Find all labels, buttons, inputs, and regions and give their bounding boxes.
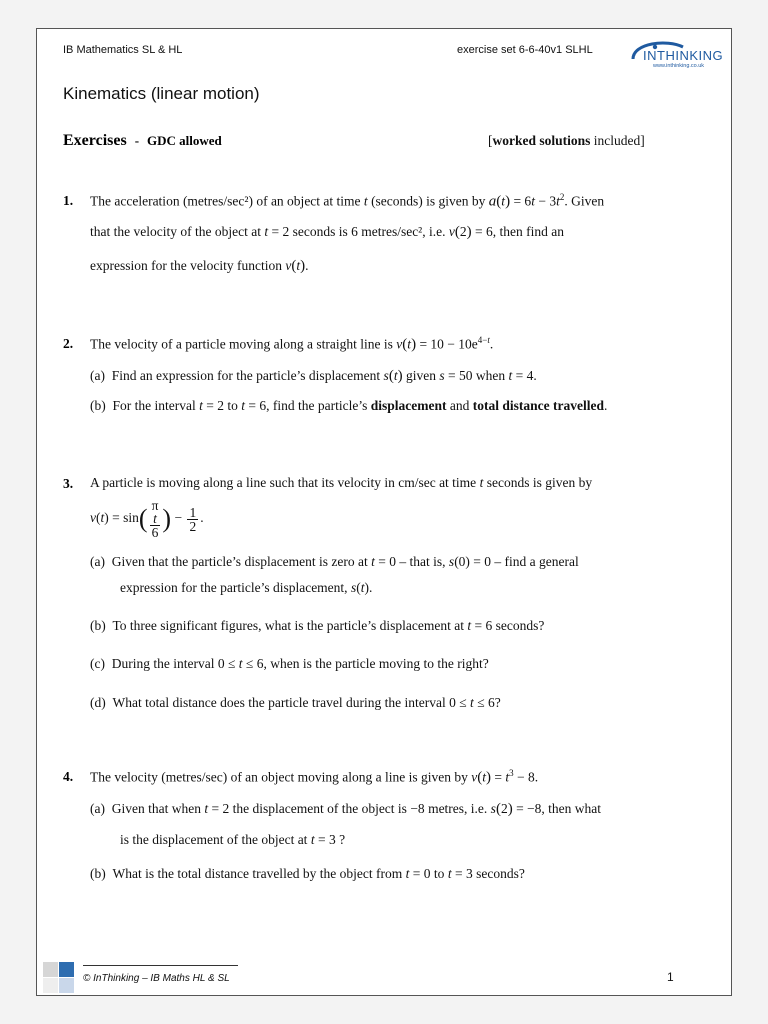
page-number: 1: [667, 970, 674, 984]
inthinking-logo: [627, 37, 727, 71]
exercise-set-id: exercise set 6-6-40v1 SLHL: [457, 44, 593, 56]
brand-name: INTHINKING: [643, 48, 724, 63]
q4-part-a-line2: is the displacement of the object at t = 3 ?: [120, 832, 346, 847]
brand-url: www.inthinking.co.uk: [653, 63, 705, 69]
worked-solutions-note: [worked solutions included]: [488, 133, 645, 148]
q3-line1: A particle is moving along a line such that its velocity in cm/sec at time t seconds is given by: [90, 475, 593, 490]
q2-number: 2.: [63, 336, 74, 351]
exercises-heading: Exercises - GDC allowed: [63, 132, 222, 149]
q2-part-a: (a) Find an expression for the particle’s displacement s(t) given s = 50 when t = 4.: [90, 368, 537, 384]
page-title: Kinematics (linear motion): [63, 84, 260, 103]
course-label: IB Mathematics SL & HL: [63, 44, 183, 56]
footer-squares-icon: [43, 962, 75, 994]
q4-part-b: (b) What is the total distance travelled by the object from t = 0 to t = 3 seconds?: [90, 866, 525, 881]
footer-rule: [83, 965, 238, 966]
q3-part-a-line2: expression for the particle’s displacement, s(t).: [120, 580, 373, 595]
q3-velocity-formula: v(t) = sin( π t 6 ) − $\frac{1}{2}$ .: [90, 498, 204, 540]
q1-number: 1.: [63, 193, 74, 208]
worksheet-page: [36, 28, 732, 996]
q2-line1: The velocity of a particle moving along a straight line is $v(t) = 10 - 10e^{4-t}$.: [90, 335, 494, 353]
q4-line1: The velocity (metres/sec) of an object moving along a line is given by $v(t) = t^3 - 8$.: [90, 768, 539, 786]
q1-line3: expression for the velocity function v(t).: [90, 258, 309, 274]
q1-line1: The acceleration (metres/sec²) of an object at time t (seconds) is given by $a(t) = 6t - 3t^2$. Given: [90, 192, 605, 210]
q2-part-b: (b) For the interval t = 2 to t = 6, find the particle’s displacement and total distance travelled.: [90, 398, 608, 413]
q3-part-c: (c) During the interval 0 ≤ t ≤ 6, when is the particle moving to the right?: [90, 656, 489, 671]
footer-copyright: © InThinking – IB Maths HL & SL: [83, 973, 230, 984]
q4-number: 4.: [63, 769, 74, 784]
q1-line2: that the velocity of the object at t = 2 seconds is 6 metres/sec², i.e. v(2) = 6, then find an: [90, 224, 564, 240]
q3-part-b: (b) To three significant figures, what is the particle’s displacement at t = 6 seconds?: [90, 618, 545, 633]
q4-part-a-line1: (a) Given that when t = 2 the displacement of the object is −8 metres, i.e. s(2) = −8, then what: [90, 801, 602, 817]
q3-part-a-line1: (a) Given that the particle’s displacement is zero at t = 0 – that is, s(0) = 0 – find a general: [90, 554, 579, 569]
q3-number: 3.: [63, 476, 74, 491]
q3-part-d: (d) What total distance does the particle travel during the interval 0 ≤ t ≤ 6?: [90, 695, 501, 710]
